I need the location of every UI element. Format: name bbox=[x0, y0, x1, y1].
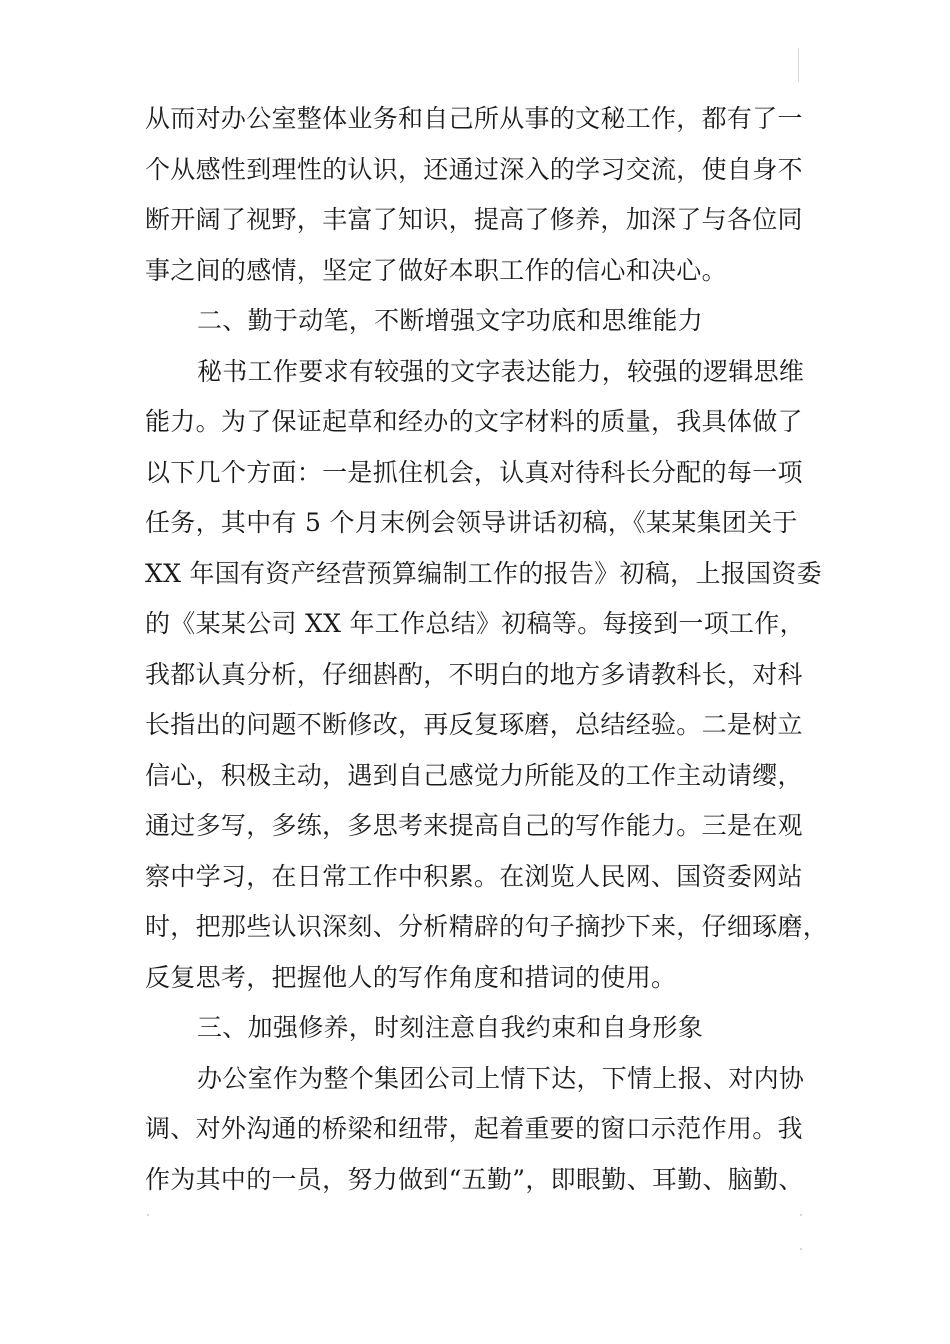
text-line: 通过多写，多练，多思考来提高自己的写作能力。三是在观 bbox=[145, 811, 803, 840]
text-line: 作为其中的一员，努力做到“五勤”，即眼勤、耳勤、脑勤、 bbox=[145, 1164, 804, 1194]
text-line: 我都认真分析，仔细斟酌，不明白的地方多请教科长，对科 bbox=[145, 659, 803, 689]
text-line: 长指出的问题不断修改，再反复琢磨，总结经验。二是树立 bbox=[145, 710, 803, 739]
text-line: 任务，其中有 5 个月末例会领导讲话初稿，《某某集团关于 bbox=[145, 508, 798, 537]
page-corner-mark-bottom-right bbox=[800, 1214, 802, 1216]
text-line: 断开阔了视野，丰富了知识，提高了修养，加深了与各位同 bbox=[145, 205, 803, 234]
text-line: XX 年国有资产经营预算编制工作的报告》初稿，上报国资委 bbox=[145, 558, 822, 588]
text-line: 反复思考，把握他人的写作角度和措词的使用。 bbox=[145, 962, 677, 992]
text-line: 调、对外沟通的桥梁和纽带，起着重要的窗口示范作用。我 bbox=[145, 1114, 803, 1143]
text-line: 办公室作为整个集团公司上情下达，下情上报、对内协 bbox=[197, 1063, 805, 1093]
text-line: 个从感性到理性的认识，还通过深入的学习交流，使自身不 bbox=[145, 154, 803, 184]
page-corner-mark-bottom-right-lower bbox=[800, 1248, 802, 1250]
text-line: 信心，积极主动，遇到自己感觉力所能及的工作主动请缨， bbox=[145, 760, 803, 790]
page-corner-mark-bottom-left bbox=[147, 1214, 149, 1216]
text-line: 事之间的感情，坚定了做好本职工作的信心和决心。 bbox=[145, 255, 727, 285]
text-line: 从而对办公室整体业务和自己所从事的文秘工作，都有了一 bbox=[145, 104, 803, 133]
text-line: 时，把那些认识深刻、分析精辟的句子摘抄下来，仔细琢磨， bbox=[145, 912, 829, 941]
text-line: 的《某某公司 XX 年工作总结》初稿等。每接到一项工作， bbox=[145, 609, 805, 638]
text-line: 察中学习，在日常工作中积累。在浏览人民网、国资委网站 bbox=[145, 861, 803, 891]
page-corner-mark-top-right bbox=[798, 48, 799, 82]
section-heading-2: 二、勤于动笔，不断增强文字功底和思维能力 bbox=[197, 306, 704, 335]
text-line: 能力。为了保证起草和经办的文字材料的质量，我具体做了 bbox=[145, 407, 803, 436]
section-heading-3: 三、加强修养，时刻注意自我约束和自身形象 bbox=[197, 1013, 704, 1042]
document-body bbox=[145, 94, 835, 1205]
text-line: 以下几个方面：一是抓住机会，认真对待科长分配的每一项 bbox=[145, 457, 803, 487]
text-line: 秘书工作要求有较强的文字表达能力，较强的逻辑思维 bbox=[197, 356, 805, 386]
